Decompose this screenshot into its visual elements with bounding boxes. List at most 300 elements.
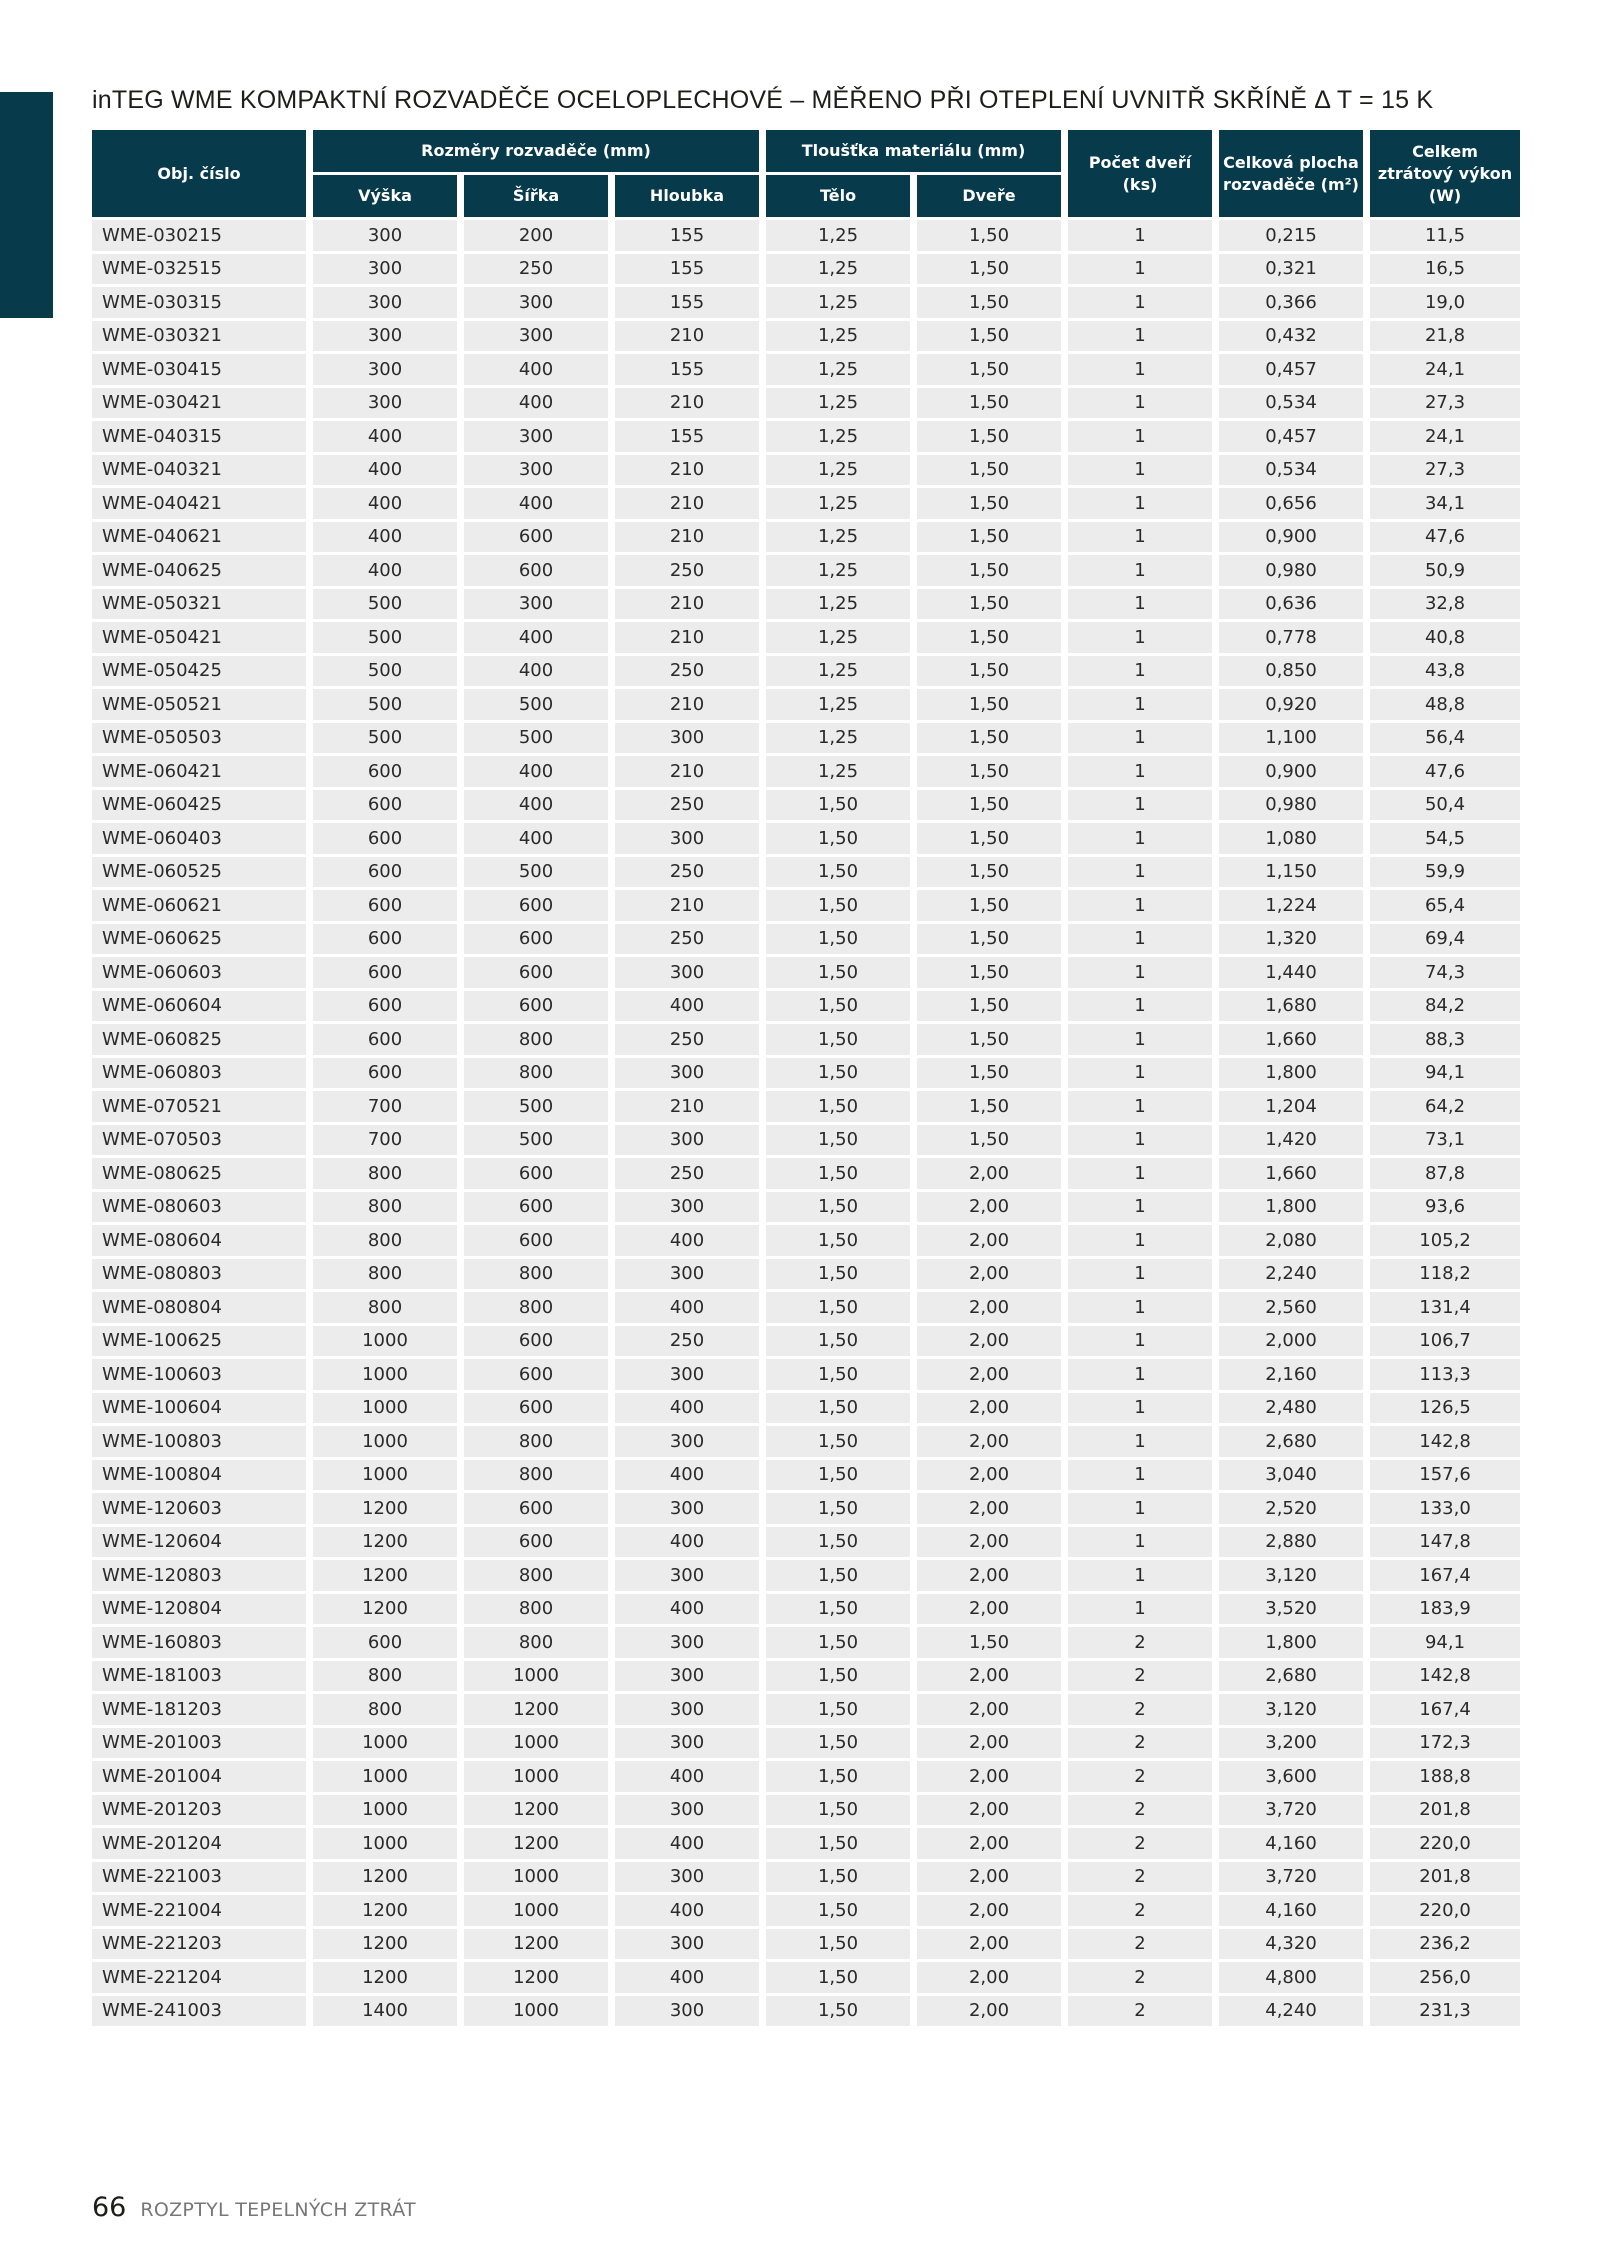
cell-body-thickness: 1,50 bbox=[766, 1862, 910, 1893]
cell-area: 1,100 bbox=[1219, 723, 1363, 754]
cell-door-thickness: 2,00 bbox=[917, 1694, 1061, 1725]
cell-body-thickness: 1,50 bbox=[766, 1259, 910, 1290]
cell-depth: 210 bbox=[615, 321, 759, 352]
cell-door-thickness: 1,50 bbox=[917, 1091, 1061, 1122]
cell-loss: 157,6 bbox=[1370, 1460, 1520, 1491]
cell-area: 2,160 bbox=[1219, 1359, 1363, 1390]
cell-code: WME-030415 bbox=[92, 354, 306, 385]
cell-body-thickness: 1,50 bbox=[766, 1493, 910, 1524]
table-row bbox=[92, 455, 1520, 486]
cell-area: 0,534 bbox=[1219, 388, 1363, 419]
cell-depth: 210 bbox=[615, 455, 759, 486]
cell-height: 400 bbox=[313, 455, 457, 486]
cell-height: 300 bbox=[313, 220, 457, 251]
cell-body-thickness: 1,50 bbox=[766, 1158, 910, 1189]
cell-depth: 300 bbox=[615, 1929, 759, 1960]
cell-height: 1200 bbox=[313, 1594, 457, 1625]
cell-loss: 87,8 bbox=[1370, 1158, 1520, 1189]
cell-code: WME-181003 bbox=[92, 1661, 306, 1692]
cell-area: 0,432 bbox=[1219, 321, 1363, 352]
cell-depth: 400 bbox=[615, 1460, 759, 1491]
cell-depth: 210 bbox=[615, 1091, 759, 1122]
cell-body-thickness: 1,50 bbox=[766, 1560, 910, 1591]
cell-area: 0,920 bbox=[1219, 689, 1363, 720]
cell-loss: 34,1 bbox=[1370, 488, 1520, 519]
cell-loss: 56,4 bbox=[1370, 723, 1520, 754]
cell-doors-count: 1 bbox=[1068, 790, 1212, 821]
cell-width: 600 bbox=[464, 1192, 608, 1223]
cell-depth: 400 bbox=[615, 1761, 759, 1792]
cell-area: 1,660 bbox=[1219, 1024, 1363, 1055]
cell-loss: 24,1 bbox=[1370, 354, 1520, 385]
cell-loss: 74,3 bbox=[1370, 957, 1520, 988]
cell-doors-count: 1 bbox=[1068, 823, 1212, 854]
table-row bbox=[92, 1694, 1520, 1725]
cell-area: 0,980 bbox=[1219, 555, 1363, 586]
cell-depth: 155 bbox=[615, 421, 759, 452]
cell-height: 600 bbox=[313, 890, 457, 921]
table-row bbox=[92, 924, 1520, 955]
cell-doors-count: 1 bbox=[1068, 354, 1212, 385]
cell-height: 1000 bbox=[313, 1326, 457, 1357]
cell-loss: 142,8 bbox=[1370, 1661, 1520, 1692]
cell-width: 600 bbox=[464, 1493, 608, 1524]
cell-code: WME-060803 bbox=[92, 1058, 306, 1089]
cell-width: 1000 bbox=[464, 1761, 608, 1792]
cell-width: 1200 bbox=[464, 1828, 608, 1859]
cell-area: 0,636 bbox=[1219, 589, 1363, 620]
cell-code: WME-060425 bbox=[92, 790, 306, 821]
cell-area: 2,520 bbox=[1219, 1493, 1363, 1524]
cell-body-thickness: 1,25 bbox=[766, 589, 910, 620]
cell-height: 1000 bbox=[313, 1359, 457, 1390]
cell-body-thickness: 1,50 bbox=[766, 1326, 910, 1357]
cell-width: 300 bbox=[464, 455, 608, 486]
cell-height: 600 bbox=[313, 1024, 457, 1055]
cell-door-thickness: 1,50 bbox=[917, 388, 1061, 419]
table-row bbox=[92, 589, 1520, 620]
cell-area: 2,680 bbox=[1219, 1661, 1363, 1692]
cell-loss: 47,6 bbox=[1370, 756, 1520, 787]
cell-door-thickness: 2,00 bbox=[917, 1326, 1061, 1357]
cell-width: 600 bbox=[464, 924, 608, 955]
cell-height: 1200 bbox=[313, 1560, 457, 1591]
table-row bbox=[92, 1292, 1520, 1323]
cell-depth: 300 bbox=[615, 1125, 759, 1156]
cell-door-thickness: 1,50 bbox=[917, 254, 1061, 285]
cell-area: 0,850 bbox=[1219, 656, 1363, 687]
cell-doors-count: 1 bbox=[1068, 522, 1212, 553]
cell-doors-count: 1 bbox=[1068, 254, 1212, 285]
cell-code: WME-080604 bbox=[92, 1225, 306, 1256]
cell-doors-count: 1 bbox=[1068, 890, 1212, 921]
cell-height: 500 bbox=[313, 723, 457, 754]
cell-door-thickness: 2,00 bbox=[917, 1862, 1061, 1893]
cell-code: WME-050425 bbox=[92, 656, 306, 687]
cell-width: 1200 bbox=[464, 1929, 608, 1960]
cell-loss: 40,8 bbox=[1370, 622, 1520, 653]
cell-area: 4,160 bbox=[1219, 1828, 1363, 1859]
cell-body-thickness: 1,25 bbox=[766, 723, 910, 754]
cell-door-thickness: 1,50 bbox=[917, 957, 1061, 988]
cell-area: 3,520 bbox=[1219, 1594, 1363, 1625]
cell-width: 500 bbox=[464, 857, 608, 888]
header-body: Tělo bbox=[766, 175, 910, 217]
cell-area: 1,440 bbox=[1219, 957, 1363, 988]
cell-width: 600 bbox=[464, 1527, 608, 1558]
cell-door-thickness: 1,50 bbox=[917, 287, 1061, 318]
cell-width: 300 bbox=[464, 589, 608, 620]
cell-height: 500 bbox=[313, 589, 457, 620]
cell-loss: 59,9 bbox=[1370, 857, 1520, 888]
cell-area: 1,320 bbox=[1219, 924, 1363, 955]
cell-door-thickness: 2,00 bbox=[917, 1728, 1061, 1759]
cell-depth: 300 bbox=[615, 1560, 759, 1591]
cell-code: WME-160803 bbox=[92, 1627, 306, 1658]
cell-height: 500 bbox=[313, 622, 457, 653]
cell-doors-count: 2 bbox=[1068, 1761, 1212, 1792]
cell-width: 1200 bbox=[464, 1694, 608, 1725]
cell-door-thickness: 2,00 bbox=[917, 1962, 1061, 1993]
cell-door-thickness: 1,50 bbox=[917, 1058, 1061, 1089]
table-row bbox=[92, 1058, 1520, 1089]
cell-body-thickness: 1,25 bbox=[766, 254, 910, 285]
cell-code: WME-100803 bbox=[92, 1426, 306, 1457]
cell-width: 400 bbox=[464, 656, 608, 687]
cell-width: 800 bbox=[464, 1259, 608, 1290]
cell-body-thickness: 1,50 bbox=[766, 890, 910, 921]
cell-depth: 400 bbox=[615, 1527, 759, 1558]
cell-code: WME-120604 bbox=[92, 1527, 306, 1558]
cell-body-thickness: 1,50 bbox=[766, 1661, 910, 1692]
cell-code: WME-120804 bbox=[92, 1594, 306, 1625]
cell-doors-count: 2 bbox=[1068, 1627, 1212, 1658]
cell-body-thickness: 1,50 bbox=[766, 1728, 910, 1759]
cell-door-thickness: 2,00 bbox=[917, 1996, 1061, 2027]
cell-loss: 94,1 bbox=[1370, 1058, 1520, 1089]
cell-door-thickness: 2,00 bbox=[917, 1158, 1061, 1189]
cell-depth: 250 bbox=[615, 924, 759, 955]
cell-loss: 94,1 bbox=[1370, 1627, 1520, 1658]
table-row bbox=[92, 790, 1520, 821]
cell-doors-count: 2 bbox=[1068, 1728, 1212, 1759]
cell-width: 500 bbox=[464, 689, 608, 720]
cell-width: 800 bbox=[464, 1024, 608, 1055]
header-code: Obj. číslo bbox=[92, 130, 306, 217]
cell-doors-count: 1 bbox=[1068, 321, 1212, 352]
table-row bbox=[92, 1091, 1520, 1122]
cell-loss: 236,2 bbox=[1370, 1929, 1520, 1960]
table-row bbox=[92, 522, 1520, 553]
table-row bbox=[92, 723, 1520, 754]
table-row bbox=[92, 1125, 1520, 1156]
cell-width: 800 bbox=[464, 1426, 608, 1457]
cell-height: 1000 bbox=[313, 1728, 457, 1759]
cell-height: 800 bbox=[313, 1192, 457, 1223]
cell-code: WME-080625 bbox=[92, 1158, 306, 1189]
table-row bbox=[92, 622, 1520, 653]
cell-width: 400 bbox=[464, 790, 608, 821]
cell-code: WME-060421 bbox=[92, 756, 306, 787]
cell-doors-count: 2 bbox=[1068, 1694, 1212, 1725]
table-row bbox=[92, 1393, 1520, 1424]
table-row bbox=[92, 254, 1520, 285]
cell-body-thickness: 1,25 bbox=[766, 321, 910, 352]
cell-body-thickness: 1,25 bbox=[766, 756, 910, 787]
cell-width: 300 bbox=[464, 321, 608, 352]
cell-loss: 21,8 bbox=[1370, 321, 1520, 352]
cell-body-thickness: 1,50 bbox=[766, 1694, 910, 1725]
cell-door-thickness: 1,50 bbox=[917, 455, 1061, 486]
cell-depth: 400 bbox=[615, 1828, 759, 1859]
cell-doors-count: 1 bbox=[1068, 1091, 1212, 1122]
cell-area: 2,080 bbox=[1219, 1225, 1363, 1256]
cell-loss: 167,4 bbox=[1370, 1694, 1520, 1725]
cell-body-thickness: 1,50 bbox=[766, 1125, 910, 1156]
cell-body-thickness: 1,25 bbox=[766, 220, 910, 251]
cell-loss: 133,0 bbox=[1370, 1493, 1520, 1524]
cell-depth: 210 bbox=[615, 522, 759, 553]
cell-depth: 250 bbox=[615, 790, 759, 821]
table-row bbox=[92, 1359, 1520, 1390]
cell-body-thickness: 1,50 bbox=[766, 857, 910, 888]
cell-depth: 250 bbox=[615, 555, 759, 586]
table-row bbox=[92, 1493, 1520, 1524]
cell-code: WME-040421 bbox=[92, 488, 306, 519]
table-row bbox=[92, 1929, 1520, 1960]
cell-height: 600 bbox=[313, 790, 457, 821]
table-row bbox=[92, 1761, 1520, 1792]
cell-width: 600 bbox=[464, 555, 608, 586]
table-row bbox=[92, 957, 1520, 988]
cell-depth: 155 bbox=[615, 354, 759, 385]
cell-width: 500 bbox=[464, 723, 608, 754]
cell-depth: 300 bbox=[615, 1192, 759, 1223]
cell-body-thickness: 1,25 bbox=[766, 622, 910, 653]
cell-area: 1,224 bbox=[1219, 890, 1363, 921]
cell-doors-count: 2 bbox=[1068, 1996, 1212, 2027]
cell-depth: 155 bbox=[615, 287, 759, 318]
table-row bbox=[92, 1728, 1520, 1759]
cell-width: 500 bbox=[464, 1091, 608, 1122]
cell-height: 300 bbox=[313, 287, 457, 318]
cell-depth: 300 bbox=[615, 957, 759, 988]
cell-door-thickness: 2,00 bbox=[917, 1225, 1061, 1256]
cell-loss: 73,1 bbox=[1370, 1125, 1520, 1156]
cell-doors-count: 1 bbox=[1068, 656, 1212, 687]
table-row bbox=[92, 220, 1520, 251]
table-row bbox=[92, 321, 1520, 352]
cell-door-thickness: 2,00 bbox=[917, 1594, 1061, 1625]
cell-depth: 400 bbox=[615, 1292, 759, 1323]
header-dimensions-group: Rozměry rozvaděče (mm) bbox=[313, 130, 759, 172]
cell-loss: 16,5 bbox=[1370, 254, 1520, 285]
table-row bbox=[92, 1192, 1520, 1223]
cell-door-thickness: 2,00 bbox=[917, 1192, 1061, 1223]
cell-code: WME-241003 bbox=[92, 1996, 306, 2027]
spec-table bbox=[85, 127, 1527, 2029]
cell-area: 1,800 bbox=[1219, 1627, 1363, 1658]
header-thickness-group: Tloušťka materiálu (mm) bbox=[766, 130, 1061, 172]
cell-doors-count: 1 bbox=[1068, 857, 1212, 888]
cell-doors-count: 2 bbox=[1068, 1895, 1212, 1926]
cell-body-thickness: 1,50 bbox=[766, 1627, 910, 1658]
table-row bbox=[92, 1158, 1520, 1189]
cell-loss: 24,1 bbox=[1370, 421, 1520, 452]
table-row bbox=[92, 689, 1520, 720]
table-row bbox=[92, 287, 1520, 318]
cell-width: 400 bbox=[464, 388, 608, 419]
cell-door-thickness: 1,50 bbox=[917, 589, 1061, 620]
cell-height: 1000 bbox=[313, 1426, 457, 1457]
cell-body-thickness: 1,25 bbox=[766, 689, 910, 720]
cell-doors-count: 1 bbox=[1068, 957, 1212, 988]
cell-loss: 106,7 bbox=[1370, 1326, 1520, 1357]
cell-loss: 256,0 bbox=[1370, 1962, 1520, 1993]
table-row bbox=[92, 1527, 1520, 1558]
cell-loss: 147,8 bbox=[1370, 1527, 1520, 1558]
cell-width: 400 bbox=[464, 823, 608, 854]
cell-doors-count: 2 bbox=[1068, 1828, 1212, 1859]
cell-depth: 300 bbox=[615, 1996, 759, 2027]
cell-door-thickness: 1,50 bbox=[917, 354, 1061, 385]
cell-door-thickness: 2,00 bbox=[917, 1929, 1061, 1960]
cell-doors-count: 1 bbox=[1068, 1259, 1212, 1290]
table-row bbox=[92, 388, 1520, 419]
cell-door-thickness: 1,50 bbox=[917, 823, 1061, 854]
cell-door-thickness: 1,50 bbox=[917, 857, 1061, 888]
cell-code: WME-050503 bbox=[92, 723, 306, 754]
cell-loss: 105,2 bbox=[1370, 1225, 1520, 1256]
cell-area: 0,980 bbox=[1219, 790, 1363, 821]
header-width: Šířka bbox=[464, 175, 608, 217]
cell-depth: 300 bbox=[615, 1694, 759, 1725]
cell-area: 2,560 bbox=[1219, 1292, 1363, 1323]
cell-area: 3,200 bbox=[1219, 1728, 1363, 1759]
cell-door-thickness: 2,00 bbox=[917, 1359, 1061, 1390]
cell-height: 600 bbox=[313, 924, 457, 955]
cell-depth: 250 bbox=[615, 1158, 759, 1189]
cell-doors-count: 1 bbox=[1068, 1058, 1212, 1089]
cell-width: 600 bbox=[464, 1158, 608, 1189]
cell-width: 1000 bbox=[464, 1661, 608, 1692]
cell-body-thickness: 1,50 bbox=[766, 1761, 910, 1792]
cell-loss: 113,3 bbox=[1370, 1359, 1520, 1390]
cell-loss: 27,3 bbox=[1370, 455, 1520, 486]
cell-width: 300 bbox=[464, 421, 608, 452]
cell-body-thickness: 1,50 bbox=[766, 1091, 910, 1122]
table-row bbox=[92, 1460, 1520, 1491]
cell-code: WME-221203 bbox=[92, 1929, 306, 1960]
cell-loss: 88,3 bbox=[1370, 1024, 1520, 1055]
cell-width: 1000 bbox=[464, 1728, 608, 1759]
cell-area: 1,800 bbox=[1219, 1192, 1363, 1223]
cell-height: 300 bbox=[313, 254, 457, 285]
cell-code: WME-120603 bbox=[92, 1493, 306, 1524]
cell-width: 400 bbox=[464, 354, 608, 385]
cell-depth: 400 bbox=[615, 1895, 759, 1926]
cell-height: 600 bbox=[313, 857, 457, 888]
cell-doors-count: 1 bbox=[1068, 1393, 1212, 1424]
cell-code: WME-221204 bbox=[92, 1962, 306, 1993]
cell-door-thickness: 2,00 bbox=[917, 1426, 1061, 1457]
cell-code: WME-060625 bbox=[92, 924, 306, 955]
cell-door-thickness: 2,00 bbox=[917, 1393, 1061, 1424]
cell-door-thickness: 1,50 bbox=[917, 723, 1061, 754]
side-chapter-tab bbox=[0, 92, 53, 318]
cell-doors-count: 1 bbox=[1068, 488, 1212, 519]
cell-height: 1000 bbox=[313, 1460, 457, 1491]
cell-height: 500 bbox=[313, 656, 457, 687]
cell-width: 1000 bbox=[464, 1862, 608, 1893]
cell-width: 300 bbox=[464, 287, 608, 318]
cell-width: 600 bbox=[464, 1393, 608, 1424]
cell-depth: 300 bbox=[615, 1661, 759, 1692]
cell-code: WME-040321 bbox=[92, 455, 306, 486]
cell-door-thickness: 2,00 bbox=[917, 1493, 1061, 1524]
cell-area: 0,457 bbox=[1219, 421, 1363, 452]
page-footer bbox=[92, 2192, 416, 2223]
cell-door-thickness: 1,50 bbox=[917, 622, 1061, 653]
table-row bbox=[92, 1828, 1520, 1859]
cell-width: 500 bbox=[464, 1125, 608, 1156]
cell-code: WME-050421 bbox=[92, 622, 306, 653]
table-row bbox=[92, 1627, 1520, 1658]
cell-height: 1200 bbox=[313, 1862, 457, 1893]
cell-width: 600 bbox=[464, 957, 608, 988]
table-row bbox=[92, 421, 1520, 452]
cell-area: 0,778 bbox=[1219, 622, 1363, 653]
cell-doors-count: 1 bbox=[1068, 723, 1212, 754]
cell-depth: 250 bbox=[615, 1326, 759, 1357]
cell-depth: 300 bbox=[615, 1259, 759, 1290]
cell-height: 400 bbox=[313, 522, 457, 553]
cell-depth: 300 bbox=[615, 1795, 759, 1826]
cell-height: 800 bbox=[313, 1694, 457, 1725]
cell-body-thickness: 1,50 bbox=[766, 1795, 910, 1826]
cell-code: WME-060621 bbox=[92, 890, 306, 921]
cell-area: 1,420 bbox=[1219, 1125, 1363, 1156]
cell-body-thickness: 1,25 bbox=[766, 354, 910, 385]
cell-code: WME-201203 bbox=[92, 1795, 306, 1826]
cell-body-thickness: 1,50 bbox=[766, 1058, 910, 1089]
cell-code: WME-100603 bbox=[92, 1359, 306, 1390]
cell-door-thickness: 1,50 bbox=[917, 1125, 1061, 1156]
cell-door-thickness: 2,00 bbox=[917, 1460, 1061, 1491]
table-row bbox=[92, 1661, 1520, 1692]
cell-body-thickness: 1,25 bbox=[766, 656, 910, 687]
cell-doors-count: 1 bbox=[1068, 756, 1212, 787]
cell-code: WME-032515 bbox=[92, 254, 306, 285]
cell-height: 800 bbox=[313, 1158, 457, 1189]
cell-code: WME-040621 bbox=[92, 522, 306, 553]
cell-body-thickness: 1,25 bbox=[766, 421, 910, 452]
cell-width: 400 bbox=[464, 488, 608, 519]
table-row bbox=[92, 1326, 1520, 1357]
cell-loss: 54,5 bbox=[1370, 823, 1520, 854]
cell-loss: 172,3 bbox=[1370, 1728, 1520, 1759]
cell-height: 600 bbox=[313, 957, 457, 988]
cell-width: 600 bbox=[464, 890, 608, 921]
cell-area: 0,534 bbox=[1219, 455, 1363, 486]
cell-loss: 27,3 bbox=[1370, 388, 1520, 419]
cell-depth: 300 bbox=[615, 1728, 759, 1759]
cell-height: 1200 bbox=[313, 1895, 457, 1926]
cell-height: 700 bbox=[313, 1125, 457, 1156]
cell-body-thickness: 1,50 bbox=[766, 1359, 910, 1390]
cell-height: 300 bbox=[313, 388, 457, 419]
cell-depth: 210 bbox=[615, 622, 759, 653]
